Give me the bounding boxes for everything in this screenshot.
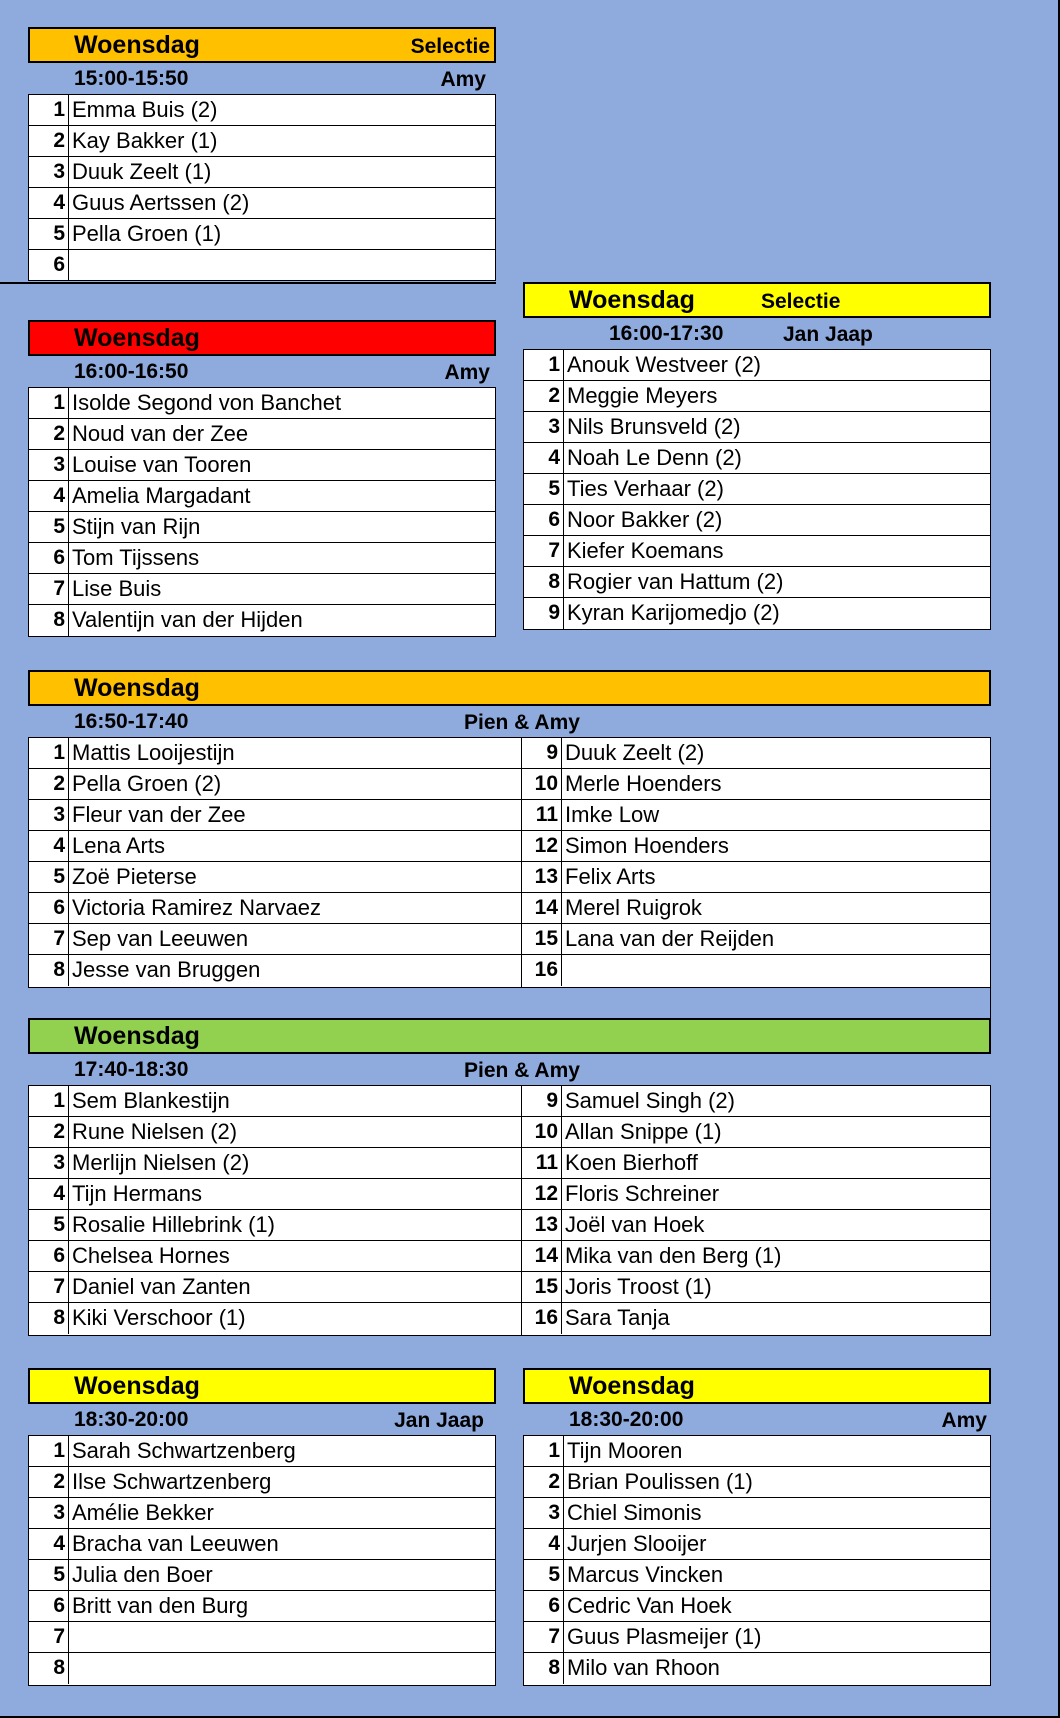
player-list (28, 94, 496, 281)
player-name: Jesse van Bruggen (72, 957, 261, 982)
schedule-block-1830-left (28, 1368, 496, 1686)
row-number: 7 (29, 1622, 69, 1652)
player-name: Allan Snippe (1) (565, 1119, 722, 1144)
row-number: 7 (524, 536, 564, 566)
row-number: 5 (29, 512, 69, 542)
player-name: Kiki Verschoor (1) (72, 1305, 246, 1330)
player-name: Sep van Leeuwen (72, 926, 249, 951)
schedule-block-1600 (28, 320, 496, 640)
table-row (524, 1560, 990, 1591)
row-number: 3 (524, 1498, 564, 1528)
player-name: Chelsea Hornes (72, 1243, 230, 1268)
row-number: 10 (522, 769, 562, 799)
row-number: 6 (29, 1591, 69, 1621)
table-row (29, 1117, 521, 1148)
table-row (29, 1086, 521, 1117)
block-header (523, 1368, 991, 1404)
row-number: 14 (522, 893, 562, 923)
player-name: Tijn Mooren (567, 1438, 683, 1463)
table-row (29, 1591, 495, 1622)
player-name: Floris Schreiner (565, 1181, 720, 1206)
table-row (524, 1529, 990, 1560)
player-name: Pella Groen (1) (72, 221, 222, 246)
table-row (29, 769, 521, 800)
row-number: 2 (29, 126, 69, 156)
table-row (29, 738, 521, 769)
table-row (522, 1179, 990, 1210)
schedule-block-1500 (28, 27, 496, 282)
player-name: Anouk Westveer (2) (567, 352, 762, 377)
player-name: Joël van Hoek (565, 1212, 705, 1237)
table-row (29, 250, 495, 281)
player-name: Mika van den Berg (1) (565, 1243, 782, 1268)
player-name: Rogier van Hattum (2) (567, 569, 784, 594)
time-row (523, 1404, 991, 1435)
row-number: 1 (29, 388, 69, 418)
row-number: 11 (522, 800, 562, 830)
row-number: 4 (29, 1179, 69, 1209)
row-number: 5 (524, 474, 564, 504)
time-slot: 18:30-20:00 (569, 1408, 684, 1431)
time-slot: 18:30-20:00 (74, 1408, 189, 1431)
player-name: Nils Brunsveld (2) (567, 414, 741, 439)
player-column-right (521, 1086, 990, 1335)
row-number: 2 (29, 769, 69, 799)
table-row (29, 1272, 521, 1303)
table-row (522, 1148, 990, 1179)
player-name (69, 250, 72, 281)
player-name: Kiefer Koemans (567, 538, 724, 563)
player-name: Chiel Simonis (567, 1500, 702, 1525)
player-name (562, 955, 990, 986)
player-list (523, 349, 991, 630)
schedule-block-1740 (28, 1018, 991, 1338)
player-name: Rune Nielsen (2) (72, 1119, 238, 1144)
row-number: 12 (522, 831, 562, 861)
player-name: Cedric Van Hoek (567, 1593, 732, 1618)
row-number: 8 (29, 955, 69, 986)
row-number: 7 (29, 924, 69, 954)
row-number: 13 (522, 862, 562, 892)
day-title: Woensdag (74, 31, 200, 59)
table-row (524, 598, 990, 629)
time-slot: 15:00-15:50 (74, 67, 189, 90)
player-name: Guus Plasmeijer (1) (567, 1624, 762, 1649)
divider-line (990, 988, 991, 1018)
player-list (28, 737, 991, 988)
table-row (524, 443, 990, 474)
row-number: 1 (29, 1086, 69, 1116)
table-row (524, 536, 990, 567)
day-title: Woensdag (74, 1372, 200, 1400)
trainer-name: Amy (444, 361, 490, 384)
table-row (524, 1498, 990, 1529)
row-number: 5 (29, 1210, 69, 1240)
row-number: 15 (522, 1272, 562, 1302)
table-row (522, 924, 990, 955)
divider-line (0, 282, 496, 284)
row-number: 1 (29, 738, 69, 768)
table-row (524, 1653, 990, 1684)
player-name: Samuel Singh (2) (565, 1088, 735, 1113)
row-number: 3 (29, 450, 69, 480)
row-number: 8 (524, 567, 564, 597)
table-row (29, 219, 495, 250)
table-row (29, 1467, 495, 1498)
time-row (28, 1054, 991, 1085)
table-row (522, 893, 990, 924)
player-name: Julia den Boer (72, 1562, 213, 1587)
table-row (29, 157, 495, 188)
time-slot: 16:50-17:40 (74, 710, 189, 733)
row-number: 13 (522, 1210, 562, 1240)
table-row (29, 831, 521, 862)
row-number: 4 (29, 481, 69, 511)
table-row (522, 831, 990, 862)
time-slot: 16:00-17:30 (609, 322, 724, 345)
player-name: Valentijn van der Hijden (72, 607, 303, 632)
row-number: 4 (524, 443, 564, 473)
player-column-left (29, 1086, 521, 1335)
row-number: 16 (522, 955, 562, 986)
player-name: Lise Buis (72, 576, 162, 601)
player-name: Amelia Margadant (72, 483, 251, 508)
table-row (29, 1653, 495, 1684)
player-name: Guus Aertssen (2) (72, 190, 250, 215)
row-number: 6 (29, 543, 69, 573)
row-number: 11 (522, 1148, 562, 1178)
block-header (28, 670, 991, 706)
player-name: Duuk Zeelt (2) (565, 740, 705, 765)
row-number: 8 (524, 1653, 564, 1684)
player-list (523, 1435, 991, 1686)
player-name: Emma Buis (2) (72, 97, 218, 122)
block-header (28, 27, 496, 63)
time-row (28, 63, 496, 94)
table-row (29, 512, 495, 543)
trainer-name: Pien & Amy (464, 711, 580, 734)
player-name: Louise van Tooren (72, 452, 252, 477)
player-column-right (521, 738, 990, 987)
table-row (29, 1148, 521, 1179)
block-header (523, 282, 991, 318)
table-row (29, 543, 495, 574)
table-row (29, 481, 495, 512)
table-row (29, 126, 495, 157)
player-name (69, 1653, 72, 1684)
trainer-name: Jan Jaap (394, 1409, 484, 1432)
table-row (522, 862, 990, 893)
time-row (28, 1404, 496, 1435)
row-number: 5 (29, 862, 69, 892)
player-name: Merel Ruigrok (565, 895, 702, 920)
table-row (29, 1498, 495, 1529)
row-number: 2 (29, 1467, 69, 1497)
player-name: Simon Hoenders (565, 833, 729, 858)
row-number: 5 (29, 1560, 69, 1590)
day-title: Woensdag (74, 1022, 200, 1050)
row-number: 4 (29, 188, 69, 218)
player-name: Sara Tanja (565, 1305, 670, 1330)
player-name: Amélie Bekker (72, 1500, 214, 1525)
row-number: 16 (522, 1303, 562, 1334)
table-row (29, 419, 495, 450)
trainer-name: Amy (941, 1409, 987, 1432)
player-name: Koen Bierhoff (565, 1150, 698, 1175)
player-name: Lana van der Reijden (565, 926, 775, 951)
table-row (524, 1622, 990, 1653)
table-row (522, 738, 990, 769)
row-number: 6 (29, 893, 69, 923)
table-row (522, 955, 990, 986)
player-name: Noah Le Denn (2) (567, 445, 742, 470)
time-slot: 17:40-18:30 (74, 1058, 189, 1081)
player-name: Joris Troost (1) (565, 1274, 712, 1299)
player-name: Kyran Karijomedjo (2) (567, 600, 780, 625)
table-row (524, 505, 990, 536)
block-header (28, 1018, 991, 1054)
row-number: 9 (522, 738, 562, 768)
time-row (28, 356, 496, 387)
player-name: Lena Arts (72, 833, 165, 858)
row-number: 7 (524, 1622, 564, 1652)
player-column-left (29, 738, 521, 987)
group-subtitle: Selectie (761, 290, 841, 313)
trainer-name: Amy (440, 68, 486, 91)
day-title: Woensdag (74, 674, 200, 702)
table-row (29, 188, 495, 219)
player-name: Meggie Meyers (567, 383, 718, 408)
schedule-block-1600-selectie (523, 282, 991, 640)
table-row (29, 605, 495, 636)
schedule-block-1830-right (523, 1368, 991, 1686)
row-number: 4 (29, 831, 69, 861)
row-number: 8 (29, 605, 69, 636)
player-name: Sem Blankestijn (72, 1088, 230, 1113)
row-number: 5 (29, 219, 69, 249)
table-row (524, 350, 990, 381)
table-row (524, 1436, 990, 1467)
player-name: Kay Bakker (1) (72, 128, 218, 153)
table-row (29, 95, 495, 126)
row-number: 10 (522, 1117, 562, 1147)
row-number: 6 (29, 1241, 69, 1271)
player-list (28, 387, 496, 637)
row-number: 3 (29, 1148, 69, 1178)
row-number: 1 (524, 350, 564, 380)
time-row (28, 706, 991, 737)
player-name: Sarah Schwartzenberg (72, 1438, 296, 1463)
trainer-name: Jan Jaap (783, 323, 873, 346)
row-number: 2 (524, 1467, 564, 1497)
table-row (522, 1210, 990, 1241)
table-row (29, 800, 521, 831)
player-name: Stijn van Rijn (72, 514, 201, 539)
row-number: 2 (29, 419, 69, 449)
row-number: 8 (29, 1303, 69, 1334)
player-name: Jurjen Slooijer (567, 1531, 707, 1556)
time-row (523, 318, 991, 349)
day-title: Woensdag (569, 1372, 695, 1400)
player-name: Noud van der Zee (72, 421, 249, 446)
player-name: Tijn Hermans (72, 1181, 202, 1206)
row-number: 4 (29, 1529, 69, 1559)
row-number: 1 (524, 1436, 564, 1466)
player-name: Noor Bakker (2) (567, 507, 723, 532)
table-row (29, 924, 521, 955)
player-name: Brian Poulissen (1) (567, 1469, 753, 1494)
table-row (29, 893, 521, 924)
row-number: 6 (524, 1591, 564, 1621)
table-row (29, 1622, 495, 1653)
row-number: 7 (29, 574, 69, 604)
table-row (524, 567, 990, 598)
table-row (29, 862, 521, 893)
player-name: Zoë Pieterse (72, 864, 197, 889)
row-number: 2 (524, 381, 564, 411)
table-row (522, 1241, 990, 1272)
day-title: Woensdag (569, 286, 695, 314)
row-number: 3 (29, 1498, 69, 1528)
row-number: 2 (29, 1117, 69, 1147)
player-name: Isolde Segond von Banchet (72, 390, 342, 415)
time-slot: 16:00-16:50 (74, 360, 189, 383)
row-number: 14 (522, 1241, 562, 1271)
player-name: Bracha van Leeuwen (72, 1531, 279, 1556)
table-row (29, 1241, 521, 1272)
player-name: Merle Hoenders (565, 771, 722, 796)
player-name: Ties Verhaar (2) (567, 476, 724, 501)
table-row (29, 1436, 495, 1467)
row-number: 9 (524, 598, 564, 629)
row-number: 7 (29, 1272, 69, 1302)
player-name: Pella Groen (2) (72, 771, 222, 796)
player-name (69, 1622, 72, 1652)
player-name: Mattis Looijestijn (72, 740, 235, 765)
table-row (29, 450, 495, 481)
row-number: 3 (524, 412, 564, 442)
player-name: Tom Tijssens (72, 545, 200, 570)
table-row (522, 800, 990, 831)
table-row (29, 388, 495, 419)
block-header (28, 320, 496, 356)
table-row (29, 574, 495, 605)
row-number: 9 (522, 1086, 562, 1116)
row-number: 12 (522, 1179, 562, 1209)
table-row (524, 1591, 990, 1622)
table-row (524, 412, 990, 443)
player-list (28, 1085, 991, 1336)
row-number: 5 (524, 1560, 564, 1590)
player-name: Marcus Vincken (567, 1562, 724, 1587)
row-number: 3 (29, 800, 69, 830)
row-number: 1 (29, 95, 69, 125)
row-number: 8 (29, 1653, 69, 1684)
row-number: 6 (524, 505, 564, 535)
player-list (28, 1435, 496, 1686)
row-number: 15 (522, 924, 562, 954)
row-number: 4 (524, 1529, 564, 1559)
table-row (29, 955, 521, 986)
player-name: Merlijn Nielsen (2) (72, 1150, 250, 1175)
table-row (29, 1560, 495, 1591)
player-name: Britt van den Burg (72, 1593, 249, 1618)
block-header (28, 1368, 496, 1404)
table-row (524, 474, 990, 505)
table-row (522, 1117, 990, 1148)
row-number: 6 (29, 250, 69, 281)
table-row (524, 1467, 990, 1498)
schedule-block-1650 (28, 670, 991, 988)
table-row (29, 1179, 521, 1210)
group-subtitle: Selectie (410, 35, 490, 58)
player-name: Daniel van Zanten (72, 1274, 251, 1299)
table-row (522, 1086, 990, 1117)
player-name: Victoria Ramirez Narvaez (72, 895, 322, 920)
row-number: 3 (29, 157, 69, 187)
player-name: Duuk Zeelt (1) (72, 159, 212, 184)
row-number: 1 (29, 1436, 69, 1466)
table-row (522, 769, 990, 800)
table-row (29, 1210, 521, 1241)
table-row (29, 1303, 521, 1334)
player-name: Fleur van der Zee (72, 802, 246, 827)
table-row (524, 381, 990, 412)
table-row (29, 1529, 495, 1560)
player-name: Imke Low (565, 802, 660, 827)
player-name: Milo van Rhoon (567, 1655, 720, 1680)
table-row (522, 1272, 990, 1303)
player-name: Rosalie Hillebrink (1) (72, 1212, 275, 1237)
table-row (522, 1303, 990, 1334)
player-name: Ilse Schwartzenberg (72, 1469, 272, 1494)
trainer-name: Pien & Amy (464, 1059, 580, 1082)
day-title: Woensdag (74, 324, 200, 352)
player-name: Felix Arts (565, 864, 656, 889)
